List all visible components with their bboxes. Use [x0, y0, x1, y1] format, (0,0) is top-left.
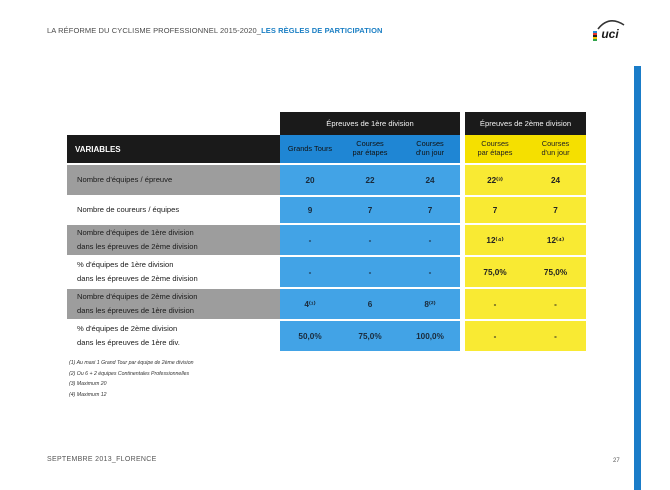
page-number: 27 — [613, 458, 620, 464]
footnote: (1) Au maxi 1 Grand Tour par équipe de 2ème division — [69, 360, 194, 366]
table-cell: 20 — [280, 163, 340, 195]
table-row — [67, 255, 586, 287]
table-cell: 50,0% — [280, 319, 340, 351]
table-cell: 24 — [525, 163, 586, 195]
col-header-d1-courses-jour: Courses d'un jour — [400, 135, 465, 163]
table-cell: - — [525, 319, 586, 351]
variables-header: VARIABLES — [67, 135, 280, 163]
table-row — [67, 195, 586, 223]
table-cell: - — [525, 287, 586, 319]
row-label: Nombre d'équipes / épreuve — [67, 163, 280, 195]
uci-logo — [592, 17, 626, 43]
group-header-div2: Épreuves de 2ème division — [465, 112, 586, 135]
table-cell: 75,0% — [465, 255, 525, 287]
footnotes — [69, 358, 193, 400]
footnote: (3) Maximum 20 — [69, 381, 107, 387]
table-cell: 8⁽²⁾ — [400, 287, 465, 319]
table-cell: - — [465, 287, 525, 319]
table-cell: - — [280, 255, 340, 287]
table-row — [67, 163, 586, 195]
footnote: (4) Maximum 12 — [69, 391, 107, 398]
row-label: Nombre d'équipes de 2ème division dans les épreuves de 1ère division — [67, 287, 280, 319]
col-header-d1-courses-etapes: Courses par étapes — [340, 135, 400, 163]
logo-text: uci — [601, 27, 619, 41]
right-accent-bar — [634, 66, 641, 490]
col-header-d2-courses-jour: Courses d'un jour — [525, 135, 586, 163]
footnote: (2) Ou 6 + 2 équipes Continentales Professionnelles — [69, 370, 190, 377]
table-cell: 7 — [340, 195, 400, 223]
page-header — [47, 26, 383, 35]
table-cell: 22 — [340, 163, 400, 195]
table-row — [67, 287, 586, 319]
footer-text: SEPTEMBRE 2013_FLORENCE — [47, 456, 157, 463]
table-cell: 6 — [340, 287, 400, 319]
table-cell: 7 — [400, 195, 465, 223]
table-cell: - — [465, 319, 525, 351]
col-header-grands-tours: Grands Tours — [280, 135, 340, 163]
row-label: Nombre de coureurs / équipes — [67, 195, 280, 223]
table-cell: 7 — [525, 195, 586, 223]
table-cell: 4⁽¹⁾ — [280, 287, 340, 319]
table-cell: 9 — [280, 195, 340, 223]
table-cell: - — [280, 223, 340, 255]
col-header-d2-courses-etapes: Courses par étapes — [465, 135, 525, 163]
table-cell: - — [340, 223, 400, 255]
table-cell: 75,0% — [340, 319, 400, 351]
table-cell: 75,0% — [525, 255, 586, 287]
table-cell: - — [400, 223, 465, 255]
table-cell: 100,0% — [400, 319, 465, 351]
participation-rules-table — [67, 112, 586, 351]
table-cell: 24 — [400, 163, 465, 195]
table-cell: 7 — [465, 195, 525, 223]
table-cell: - — [400, 255, 465, 287]
table-row — [67, 223, 586, 255]
row-label: Nombre d'équipes de 1ère division dans les épreuves de 2ème division — [67, 223, 280, 255]
header-title-accent: LES RÈGLES DE PARTICIPATION — [261, 26, 383, 35]
table-cell: 12⁽⁴⁾ — [525, 223, 586, 255]
row-label: % d'équipes de 1ère division dans les épreuves de 2ème division — [67, 255, 280, 287]
header-title-prefix: LA RÉFORME DU CYCLISME PROFESSIONNEL 2015-2020_ — [47, 26, 262, 35]
table-cell: 12⁽⁴⁾ — [465, 223, 525, 255]
group-header-div1: Épreuves de 1ère division — [280, 112, 465, 135]
table-row — [67, 319, 586, 351]
table-cell: 22⁽³⁾ — [465, 163, 525, 195]
table-cell: - — [340, 255, 400, 287]
row-label: % d'équipes de 2ème division dans les épreuves de 1ère div. — [67, 319, 280, 351]
